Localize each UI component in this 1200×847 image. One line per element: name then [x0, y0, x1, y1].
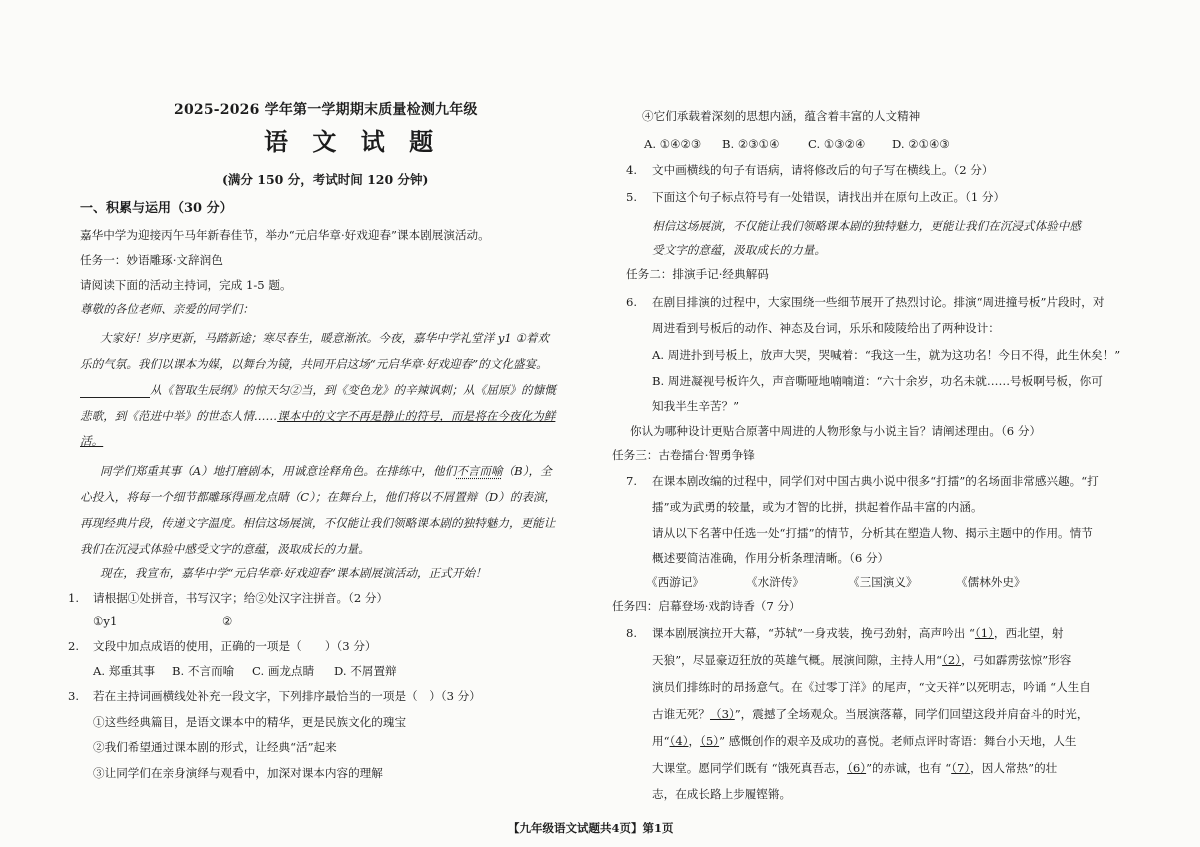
q1-option-a: ①y1	[93, 614, 118, 628]
blank-2: （2）	[942, 653, 962, 667]
question-7: 概述要简洁准确，作用分析条理清晰。（6 分）	[652, 551, 890, 565]
instruction: 请阅读下面的活动主持词，完成 1-5 题。	[80, 278, 292, 292]
question-number: 3.	[68, 689, 80, 703]
task-3-heading: 任务三：古卷擂台·智勇争锋	[612, 448, 755, 462]
book-option: 《三国演义》	[848, 575, 918, 589]
exam-info: (满分 150 分，考试时间 120 分钟)	[222, 172, 429, 187]
passage-line: 大家好！岁序更新，马踏新途；寒尽春生，暖意渐浓。今夜，嘉华中学礼堂洋 y1 ①着欢	[100, 331, 550, 345]
book-option: 《儒林外史》	[956, 575, 1026, 589]
page-footer: 【九年级语文试题共4页】第1页	[508, 821, 674, 835]
q6-ask: 你认为哪种设计更贴合原著中周进的人物形象与小说主旨？请阐述理由。（6 分）	[630, 424, 1042, 438]
blank-4: （4）	[669, 734, 689, 748]
question-8: 志，在成长路上步履铿锵。	[652, 787, 792, 801]
question-5: 下面这个句子标点符号有一处错误，请找出并在原句上改正。（1 分）	[652, 190, 1006, 204]
task-4-heading: 任务四：启幕登场·戏韵诗香（7 分）	[612, 599, 801, 613]
passage-line: 活。	[80, 434, 104, 448]
blank-7: （7）	[951, 761, 971, 775]
passage-line: 现在，我宣布，嘉华中学“元启华章·好戏迎春”课本剧展演活动，正式开始！	[100, 566, 487, 580]
answer-blank	[80, 385, 150, 398]
q3-option-c: C. ①③②④	[808, 137, 866, 151]
question-3: 若在主持词画横线处补充一段文字，下列排序最恰当的一项是（ ）（3 分）	[93, 689, 481, 703]
passage-line: 心投入，将每一个细节都雕琢得画龙点睛（C）；在舞台上，他们将以不屑置辩（D）的表演，	[80, 490, 557, 504]
q3-option-b: B. ②③①④	[722, 137, 780, 151]
question-7: 擂”或为武勇的较量，或为才智的比拼，拱起着作品丰富的内涵。	[652, 500, 983, 514]
passage-line: 我们在沉浸式体验中感受文字的意蕴，汲取成长的力量。	[80, 542, 370, 556]
greeting: 尊敬的各位老师、亲爱的同学们：	[80, 302, 254, 316]
passage-line: 乐的气氛。我们以课本为媒，以舞台为镜，共同开启这场“元启华章·好戏迎春”的文化盛宴。	[80, 357, 548, 371]
q3-option-a: A. ①④②③	[644, 137, 702, 151]
question-1: 请根据①处拼音，书写汉字；给②处汉字注拼音。（2 分）	[93, 591, 389, 605]
q1-option-b: ②	[222, 614, 233, 628]
question-number: 7.	[626, 474, 638, 488]
passage-line: 同学们郑重其事（A）地打磨剧本，用诚意诠释角色。在排练中，他们不言而喻（B），全	[100, 464, 552, 478]
q3-item: ②我们希望通过课本剧的形式，让经典“活”起来	[93, 740, 337, 754]
question-8: 大课堂。愿同学们既有 “饿死真吾志，（6）”的赤诚，也有 “（7），因人常热”的壮	[652, 761, 1058, 775]
question-2: 文段中加点成语的使用，正确的一项是（ ）（3 分）	[93, 639, 377, 653]
q2-option-b: B. 不言而喻	[172, 664, 235, 678]
q6-design-b: 知我半生辛苦？”	[652, 399, 740, 413]
book-option: 《水浒传》	[746, 575, 804, 589]
question-number: 4.	[626, 163, 638, 177]
task-1-heading: 任务一：妙语雕琢·文辞润色	[80, 253, 223, 267]
section-heading-1: 一、积累与运用（30 分）	[80, 201, 233, 216]
q3-item: ④它们承载着深刻的思想内涵，蕴含着丰富的人文精神	[642, 109, 921, 123]
q2-option-d: D. 不屑置辩	[334, 664, 397, 678]
blank-6: （6）	[847, 761, 867, 775]
subject-title: 语 文 试 题	[264, 127, 442, 156]
book-option: 《西游记》	[646, 575, 704, 589]
q5-sentence: 受文字的意蕴，汲取成长的力量。	[652, 243, 826, 257]
q2-option-c: C. 画龙点睛	[252, 664, 315, 678]
question-7: 在课本剧改编的过程中，同学们对中国古典小说中很多“打擂”的名场面非常感兴趣。“打	[652, 474, 1099, 488]
question-4: 文中画横线的句子有语病，请将修改后的句子写在横线上。（2 分）	[652, 163, 994, 177]
task-2-heading: 任务二：排演手记·经典解码	[626, 267, 769, 281]
question-8: 课本剧展演拉开大幕，“苏轼”一身戎装，挽弓劲射，高声吟出 “（1），西北望，射	[652, 626, 1064, 640]
question-6: 周进看到号板后的动作、神态及台词，乐乐和陵陵给出了两种设计：	[652, 321, 1000, 335]
exam-title: 2025-2026 学年第一学期期末质量检测九年级	[174, 102, 478, 118]
q3-item: ①这些经典篇目，是语文课本中的精华，更是民族文化的瑰宝	[93, 715, 407, 729]
question-number: 6.	[626, 295, 638, 309]
q3-option-d: D. ②①④③	[892, 137, 950, 151]
q6-design-a: A. 周进扑到号板上，放声大哭，哭喊着：“我这一生，就为这功名！今日不得，此生休矣！”	[652, 348, 1121, 362]
activity-intro: 嘉华中学为迎接丙午马年新春佳节，举办“元启华章·好戏迎春”课本剧展演活动。	[80, 228, 490, 242]
question-8: 演员们排练时的昂扬意气。在《过零丁洋》的尾声，“文天祥”以死明志，吟诵 “人生自	[652, 680, 1091, 694]
q2-option-a: A. 郑重其事	[93, 664, 156, 678]
blank-5: （5）	[700, 734, 720, 748]
q6-design-b: B. 周进凝视号板许久，声音嘶哑地喃喃道：“六十余岁，功名未就……号板啊号板，你可	[652, 374, 1103, 388]
question-number: 5.	[626, 190, 638, 204]
passage-line: 悲歌，到《范进中举》的世态人情……课本中的文字不再是静止的符号，而是将在今夜化为鲜	[80, 409, 556, 423]
question-8: 用“（4），（5）” 感慨创作的艰辛及成功的喜悦。老师点评时寄语：舞台小天地，人生	[652, 734, 1077, 748]
underlined-sentence: 课本中的文字不再是静止的符号，而是将在今夜化为鲜	[277, 409, 556, 423]
q5-sentence: 相信这场展演，不仅能让我们领略课本剧的独特魅力，更能让我们在沉浸式体验中感	[652, 219, 1081, 233]
question-8: 天狼”，尽显豪迈狂放的英雄气概。展演间隙，主持人用“（2），弓如霹雳弦惊”形容	[652, 653, 1072, 667]
question-number: 2.	[68, 639, 80, 653]
question-number: 8.	[626, 626, 638, 640]
q3-item: ③让同学们在亲身演绎与观看中，加深对课本内容的理解	[93, 766, 383, 780]
blank-1: （1）	[974, 626, 994, 640]
passage-line: 从《智取生辰纲》的惊天匀②当，到《变色龙》的辛辣讽刺；从《屈原》的慷慨	[80, 384, 556, 398]
passage-line: 再现经典片段，传递文字温度。相信这场展演，不仅能让我们领略课本剧的独特魅力，更能让	[80, 516, 556, 530]
question-7: 请从以下名著中任选一处“打擂”的情节，分析其在塑造人物、揭示主题中的作用。情节	[652, 526, 1093, 540]
blank-3: （3）	[709, 707, 735, 721]
question-8: 古谁无死？（3）”，震撼了全场观众。当展演落幕，同学们回望这段并肩奋斗的时光，	[652, 707, 1089, 721]
question-6: 在剧目排演的过程中，大家围绕一些细节展开了热烈讨论。排演“周进撞号板”片段时，对	[652, 295, 1105, 309]
question-number: 1.	[68, 591, 80, 605]
